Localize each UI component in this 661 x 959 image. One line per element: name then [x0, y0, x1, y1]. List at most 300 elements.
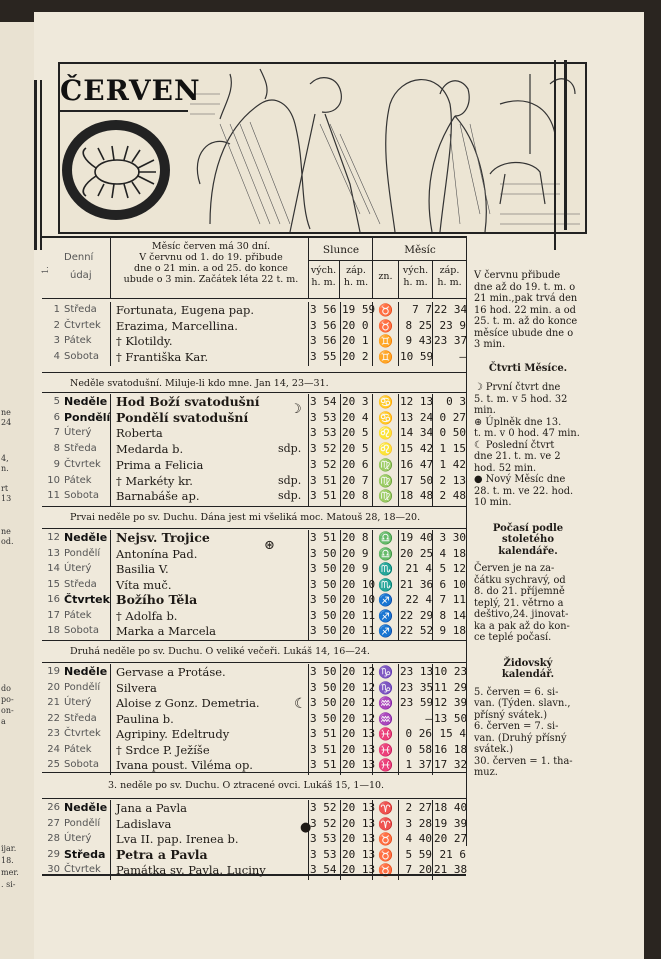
sunrise-time: 3 51: [310, 758, 337, 771]
sunset-time: 20 11: [342, 608, 376, 622]
weather-text: čátku sychravý, od: [474, 574, 566, 586]
saint-name: Lva II. pap. Irenea b.: [116, 832, 239, 846]
week-rule: [42, 640, 466, 641]
sdp-mark: sdp.: [278, 489, 302, 503]
weekday: Neděle: [64, 531, 108, 544]
weekday: Pátek: [64, 743, 92, 755]
moonrise-time: 8 25: [405, 318, 432, 332]
jewish-calendar-entry: přísný svátek.): [474, 709, 548, 721]
weather-text: 8. do 21. příjemně: [474, 586, 565, 597]
weather-text: Červen je na za-: [474, 563, 555, 574]
sunset-time: 20 7: [342, 473, 369, 487]
month-intro: ubude o 3 min. Začátek léta 22 t. m.: [123, 274, 299, 285]
margin-text: po-: [1, 695, 14, 704]
sdp-mark: sdp.: [278, 442, 302, 456]
title-underline: [58, 110, 188, 112]
week-rule: [42, 506, 466, 507]
moonset-time: 19 39: [434, 816, 468, 830]
saint-name: Silvera: [116, 680, 157, 695]
sunday-gospel: Prvai neděle po sv. Duchu. Dána jest mi všeliká moc. Matouš 28, 18—20.: [70, 512, 421, 523]
moonset-time: 18 40: [434, 801, 468, 814]
sunrise-time: 3 54: [310, 395, 337, 408]
sunday-gospel: 3. neděle po sv. Duchu. O ztracené ovci. Lukáš 15, 1—10.: [108, 780, 385, 791]
sunrise-time: 3 52: [310, 816, 337, 830]
sun-col-divider: [340, 800, 341, 880]
sunset-time: 20 13: [342, 847, 376, 861]
margin-text: 13: [1, 494, 12, 503]
day-number: 24: [47, 743, 60, 755]
sun-col-divider: [308, 800, 309, 880]
sdp-mark: sdp.: [278, 473, 302, 487]
sunset-time: 20 10: [342, 593, 376, 606]
border-bar: [34, 80, 37, 250]
moonrise-time: 0 26: [405, 727, 432, 740]
week-rule: [42, 772, 466, 773]
saint-name: Agripiny. Edeltrudy: [116, 727, 230, 741]
weekday: Pátek: [64, 609, 92, 621]
moonset-time: 11 29: [434, 680, 468, 694]
sunset-time: 20 3: [342, 395, 369, 408]
zodiac-sign-icon: ♒: [378, 711, 393, 726]
zodiac-col-divider: [372, 394, 373, 506]
sunset-time: 20 8: [342, 531, 369, 544]
weekday: Pátek: [64, 335, 92, 347]
sunset-time: 20 12: [342, 680, 376, 694]
sunday-gospel: Druhá neděle po sv. Duchu. O veliké večeři. Lukáš 14, 16—24.: [70, 646, 370, 657]
sunrise-time: 3 53: [310, 410, 337, 424]
moonrise-time: 18 48: [400, 489, 434, 503]
day-number: 22: [47, 712, 60, 724]
weather-text: ka a pak až do kon-: [474, 620, 570, 632]
zodiac-sign-icon: ♓: [378, 742, 393, 757]
moon-rise-header: vých.: [402, 265, 429, 276]
quarter-entry: ● Nový Měsíc dne: [474, 474, 566, 485]
sun-col-divider: [340, 302, 341, 366]
sunrise-time: 3 50: [310, 608, 337, 622]
zodiac-sign-icon: ♐: [378, 608, 393, 623]
day-number: 2: [53, 319, 60, 331]
saint-name: Paulina b.: [116, 711, 174, 726]
weather-title: stoletého: [501, 534, 554, 545]
moonrise-time: 22 4: [405, 593, 432, 606]
moonrise-time: 0 58: [405, 742, 432, 756]
saint-name: Ladislava: [116, 816, 172, 831]
jewish-calendar-entry: 6. červen = 7. si-: [474, 721, 559, 732]
moonset-time: 1 42: [439, 457, 466, 471]
moonrise-time: 9 43: [405, 334, 432, 348]
weekday: Čtvrtek: [64, 593, 110, 606]
zodiac-sign-icon: ♑: [378, 680, 393, 695]
zodiac-sign-icon: ♒: [378, 696, 393, 710]
sunrise-time: 3 51: [310, 473, 337, 487]
zodiac-sign-icon: ♉: [378, 847, 393, 862]
sunset-time: 20 13: [342, 801, 376, 814]
saint-name: Hod Boží svatodušní: [116, 394, 260, 409]
day-number: 4: [53, 350, 60, 362]
moonrise-time: 16 47: [400, 457, 434, 471]
border-bar: [554, 60, 556, 230]
zodiac-sign-icon: ♋: [378, 395, 393, 409]
day-number: 11: [47, 490, 60, 502]
weekday: Neděle: [64, 395, 108, 408]
moonset-time: 23 37: [434, 334, 468, 348]
margin-text: ne: [1, 408, 11, 417]
moonset-time: 0 27: [439, 410, 466, 424]
moonset-time: 4 18: [439, 546, 466, 560]
sunset-time: 20 1: [342, 334, 369, 348]
sun-col-divider: [308, 530, 309, 641]
sunrise-time: 3 50: [310, 665, 337, 678]
weekday: Pátek: [64, 474, 92, 486]
moon-phase-first-quarter-icon: ☽: [290, 402, 302, 417]
moonrise-time: 22 52: [400, 624, 434, 637]
zodiac-sign-icon: ♏: [378, 562, 393, 576]
day-length-note: 3 min.: [474, 339, 506, 350]
table-top-rule: [42, 236, 466, 238]
week-rule: [42, 372, 466, 373]
moonset-time: 16 18: [434, 742, 468, 756]
sunset-time: 20 10: [342, 577, 376, 591]
margin-text: n.: [1, 464, 9, 473]
weekday: Středa: [64, 578, 97, 590]
header-bottom-rule: [42, 298, 466, 299]
moonset-time: —: [459, 349, 466, 363]
jewish-calendar-entry: svátek.): [474, 744, 514, 755]
moon-col-divider: [398, 394, 399, 506]
zodiac-sign-icon: ♏: [378, 577, 393, 592]
day-number: 27: [47, 817, 60, 829]
saint-name: Basilia V.: [116, 562, 169, 576]
moonrise-time: 14 34: [400, 426, 434, 440]
sunrise-time: 3 52: [310, 801, 337, 814]
zodiac-sign-icon: ♉: [378, 303, 393, 317]
sunrise-time: 3 56: [310, 318, 337, 332]
jewish-calendar-entry: 5. červen = 6. si-: [474, 686, 559, 698]
margin-text: 24: [1, 418, 12, 427]
sunrise-time: 3 52: [310, 457, 337, 471]
margin-text: ne: [1, 527, 11, 536]
day-length-note: 25. t. m. až do konce: [474, 316, 578, 327]
moonset-time: 23 9: [439, 318, 466, 332]
weekday: Úterý: [64, 697, 92, 708]
sunset-time: 20 12: [342, 665, 376, 678]
day-number: 3: [53, 335, 60, 347]
margin-text: . si-: [1, 880, 16, 889]
day-number: 30: [47, 864, 60, 875]
saint-name: † Markéty kr.: [116, 473, 193, 488]
saint-name: Marka a Marcela: [116, 624, 217, 638]
day-number: 7: [53, 427, 60, 439]
moonset-time: 2 48: [439, 489, 466, 503]
border-bar: [564, 60, 567, 230]
jewish-calendar-title: Židovský: [503, 657, 553, 669]
sunset-time: 20 8: [342, 489, 369, 503]
day-number: 15: [47, 578, 60, 590]
sunrise-time: 3 51: [310, 742, 337, 756]
moonset-time: 2 13: [439, 473, 466, 487]
sunrise-time: 3 50: [310, 624, 337, 637]
saint-name: † Srdce P. Ježíše: [116, 742, 210, 757]
moonset-time: 8 14: [439, 608, 466, 622]
moonset-time: 5 12: [439, 562, 466, 575]
weekday: Čtvrtek: [64, 728, 101, 739]
quarter-entry: 5. t. m. v 5 hod. 32: [474, 393, 568, 405]
quarter-entry: 10 min.: [474, 497, 512, 508]
weekday: Neděle: [64, 665, 108, 678]
sunrise-time: 3 52: [310, 442, 337, 456]
sunset-time: 20 13: [342, 816, 376, 830]
border-bar: [40, 80, 42, 250]
table-bottom-rule: [42, 874, 466, 876]
sunrise-time: 3 53: [310, 426, 337, 440]
zodiac-sign-icon: ♓: [378, 758, 393, 772]
quarter-entry: t. m. v 0 hod. 47 min.: [474, 428, 580, 439]
margin-text: do: [1, 684, 11, 693]
sun-col-divider: [340, 664, 341, 775]
sunrise-time: 3 50: [310, 711, 337, 725]
week-rule: [42, 392, 466, 393]
moonrise-time: 22 29: [400, 608, 434, 622]
jewish-calendar-title: kalendář.: [501, 669, 555, 680]
sunset-time: 20 0: [342, 318, 369, 332]
jewish-calendar-entry: van. (Druhý přísný: [474, 732, 567, 744]
sunset-time: 20 13: [342, 758, 376, 771]
margin-text: a: [1, 717, 6, 726]
sun-rise-header: vých.: [310, 265, 337, 276]
zodiac-sign-icon: ♍: [378, 489, 393, 504]
sunset-time: 20 9: [342, 562, 369, 575]
sunrise-time: 3 51: [310, 727, 337, 740]
weekday: Čtvrtek: [64, 864, 101, 875]
saint-name: Ivana poust. Viléma op.: [116, 758, 253, 772]
moon-col-divider: [432, 800, 433, 880]
quarter-entry: ⊛ Úplněk dne 13.: [474, 416, 562, 428]
sunrise-time: 3 51: [310, 531, 337, 544]
moon-col-divider: [398, 530, 399, 641]
day-number: 21: [47, 697, 60, 708]
col-divider: [110, 236, 111, 298]
day-number: 1: [53, 304, 60, 315]
saint-name: Památka sv. Pavla. Luciny: [116, 863, 266, 877]
day-number: 20: [47, 681, 60, 693]
margin-text: rt: [1, 484, 9, 493]
moonset-time: 9 18: [439, 624, 466, 637]
moonset-time: 22 34: [434, 303, 468, 316]
moonrise-time: 5 59: [405, 847, 432, 861]
moonrise-time: 12 13: [400, 395, 434, 408]
saint-name: Aloise z Gonz. Demetria.: [116, 696, 260, 710]
zodiac-sign-icon: ♎: [378, 531, 393, 545]
sun-col-divider: [308, 664, 309, 775]
moonset-time: 3 30: [439, 531, 466, 544]
weekday: Sobota: [64, 759, 99, 770]
margin-text: 4,: [1, 454, 9, 463]
left-page-edge: [0, 22, 34, 959]
moonrise-time: 1 37: [405, 758, 432, 771]
quarter-entry: 28. t. m. ve 22. hod.: [474, 485, 574, 497]
day-number: 25: [47, 759, 60, 770]
name-col-divider: [110, 664, 111, 775]
calendar-page: [34, 12, 644, 959]
sun-col-divider: [308, 302, 309, 366]
day-length-note: 16 hod. 22 min. a od: [474, 304, 576, 316]
zodiac-sign-icon: ♐: [378, 593, 393, 607]
moonrise-time: 7 7: [412, 303, 432, 316]
moonset-time: 21 38: [434, 863, 468, 876]
weekday: Sobota: [64, 490, 99, 502]
margin-text: 18.: [1, 856, 14, 865]
weather-title: Počasí podle: [492, 522, 564, 534]
sunset-time: 20 13: [342, 863, 376, 876]
hm-header: h. m.: [343, 277, 369, 288]
day-number: 17: [47, 609, 60, 621]
month-intro: dne o 21 min. a od 25. do konce: [134, 263, 288, 274]
saint-name: Víta muč.: [116, 577, 172, 592]
day-length-note: měsíce ubude dne o: [474, 327, 574, 339]
weekday: Sobota: [64, 625, 99, 636]
border-bar: [554, 230, 556, 250]
saint-name: Barnabáše ap.: [116, 489, 200, 504]
sunrise-time: 3 54: [310, 863, 337, 876]
moonrise-time: 19 40: [400, 531, 434, 544]
moonrise-time: 21 36: [400, 577, 434, 591]
moonrise-time: 17 50: [400, 473, 434, 487]
week-rule: [42, 798, 466, 799]
zodiac-sign-icon: ♈: [378, 816, 393, 831]
moonset-time: 15 4: [439, 727, 466, 740]
day-length-note: 21 min.,pak trvá den: [474, 293, 578, 304]
sunset-time: 20 12: [342, 711, 376, 725]
zodiac-sign-icon: ♎: [378, 546, 393, 561]
sunset-time: 20 5: [342, 426, 369, 440]
month-intro: V červnu od 1. do 19. přibude: [139, 252, 283, 263]
day-number: 29: [47, 848, 60, 860]
weekday: Středa: [64, 712, 97, 724]
moonset-time: 0 50: [439, 426, 466, 440]
saint-name: Jana a Pavla: [116, 801, 188, 815]
zodiac-sign-icon: ♐: [378, 624, 393, 638]
weekday: Středa: [64, 847, 106, 861]
month-title: ČERVEN: [60, 74, 201, 107]
day-number: 16: [47, 594, 60, 605]
quarter-entry: hod. 52 min.: [474, 462, 537, 474]
sunset-time: 20 2: [342, 349, 369, 363]
day-number: 8: [53, 443, 60, 455]
quarter-entry: ☽ První čtvrt dne: [474, 382, 561, 393]
hm-header: h. m.: [311, 277, 336, 288]
moonset-time: 6 10: [439, 577, 466, 591]
sunrise-time: 3 50: [310, 593, 337, 606]
margin-text: od.: [1, 537, 14, 546]
day-number: 28: [47, 833, 60, 844]
zodiac-sign-icon: ♓: [378, 727, 393, 741]
saint-name: † Klotildy.: [116, 334, 173, 349]
weekday: Čtvrtek: [64, 458, 101, 470]
saint-name: Pondělí svatodušní: [116, 409, 249, 425]
moon-phase-new-icon: ●: [300, 820, 312, 835]
moonset-time: 10 23: [434, 665, 468, 678]
day-number: 18: [47, 625, 60, 636]
zodiac-sign-icon: ♉: [378, 832, 393, 846]
moon-set-header: záp.: [439, 265, 460, 276]
moon-phase-last-quarter-icon: ☾: [294, 696, 307, 712]
sunset-time: 19 59: [342, 303, 376, 316]
zodiac-sign-icon: ♍: [378, 473, 393, 488]
zodiac-sign-icon: ♌: [378, 426, 393, 441]
sunrise-time: 3 53: [310, 847, 337, 861]
moonrise-time: 13 24: [400, 410, 434, 424]
saint-name: † Adolfa b.: [116, 608, 178, 623]
moon-col-divider: [398, 800, 399, 880]
jewish-calendar-entry: van. (Týden. slavn.,: [474, 698, 571, 709]
margin-text: ijar.: [1, 844, 17, 853]
col-header-day: Denní: [64, 252, 94, 263]
moonset-time: 13 50: [434, 711, 468, 725]
zodiac-sign-icon: ♌: [378, 442, 393, 457]
sunset-time: 20 13: [342, 742, 376, 756]
moonrise-time: 10 59: [400, 349, 434, 363]
zodiac-sign-icon: ♍: [378, 457, 393, 472]
name-col-divider: [110, 800, 111, 880]
day-number: 5: [53, 396, 60, 407]
day-number: 12: [47, 532, 60, 543]
sunset-time: 20 13: [342, 727, 376, 740]
saint-name: Erazima, Marcellina.: [116, 318, 238, 333]
moonrise-time: 23 35: [400, 680, 434, 694]
sunrise-time: 3 50: [310, 696, 337, 709]
moonset-time: 20 27: [434, 832, 468, 845]
jewish-calendar-entry: muz.: [474, 767, 498, 778]
moonset-time: 7 11: [439, 593, 466, 606]
moonrise-time: 7 20: [405, 863, 432, 876]
moonset-time: 0 3: [446, 395, 466, 408]
moonrise-time: 23 13: [400, 665, 434, 678]
moonrise-time: 21 4: [405, 562, 432, 575]
moonset-time: 1 15: [439, 442, 466, 456]
saint-name: Prima a Felicia: [116, 457, 204, 472]
sunset-time: 20 11: [342, 624, 376, 637]
sun-set-header: záp.: [346, 265, 366, 276]
week-rule: [42, 662, 466, 663]
saint-name: Fortunata, Eugena pap.: [116, 303, 254, 317]
moonrise-time: 2 27: [405, 801, 432, 814]
col-header-day: údaj: [70, 270, 92, 281]
jewish-calendar-entry: 30. červen = 1. tha-: [474, 755, 573, 767]
subheader-rule: [308, 260, 466, 261]
weekday: Čtvrtek: [64, 319, 101, 331]
weekday: Pondělí: [64, 547, 101, 559]
sunset-time: 20 6: [342, 457, 369, 471]
sunrise-time: 3 55: [310, 349, 337, 363]
saint-name: Petra a Pavla: [116, 846, 208, 862]
hm-header: h. m.: [437, 277, 462, 288]
sun-col-divider: [340, 394, 341, 506]
sunrise-time: 3 50: [310, 546, 337, 560]
side-label: 1.: [40, 266, 50, 274]
crab-icon: [74, 140, 160, 200]
weather-text: deštivo,24. jinovat-: [474, 609, 569, 620]
zodiac-sign-icon: ♉: [378, 318, 393, 333]
zodiac-sign-icon: ♊: [378, 334, 393, 349]
margin-text: on-: [1, 706, 14, 715]
quarter-entry: ☾ Poslední čtvrt: [474, 439, 555, 451]
weather-text: ce teplé počasí.: [474, 632, 552, 643]
weather-title: kalendáře.: [498, 545, 558, 557]
day-number: 23: [47, 728, 60, 739]
sunday-gospel: Neděle svatodušní. Miluje-li kdo mne. Jan 14, 23—31.: [70, 378, 329, 389]
day-number: 9: [53, 458, 60, 470]
saint-name: Nejsv. Trojice: [116, 530, 210, 545]
